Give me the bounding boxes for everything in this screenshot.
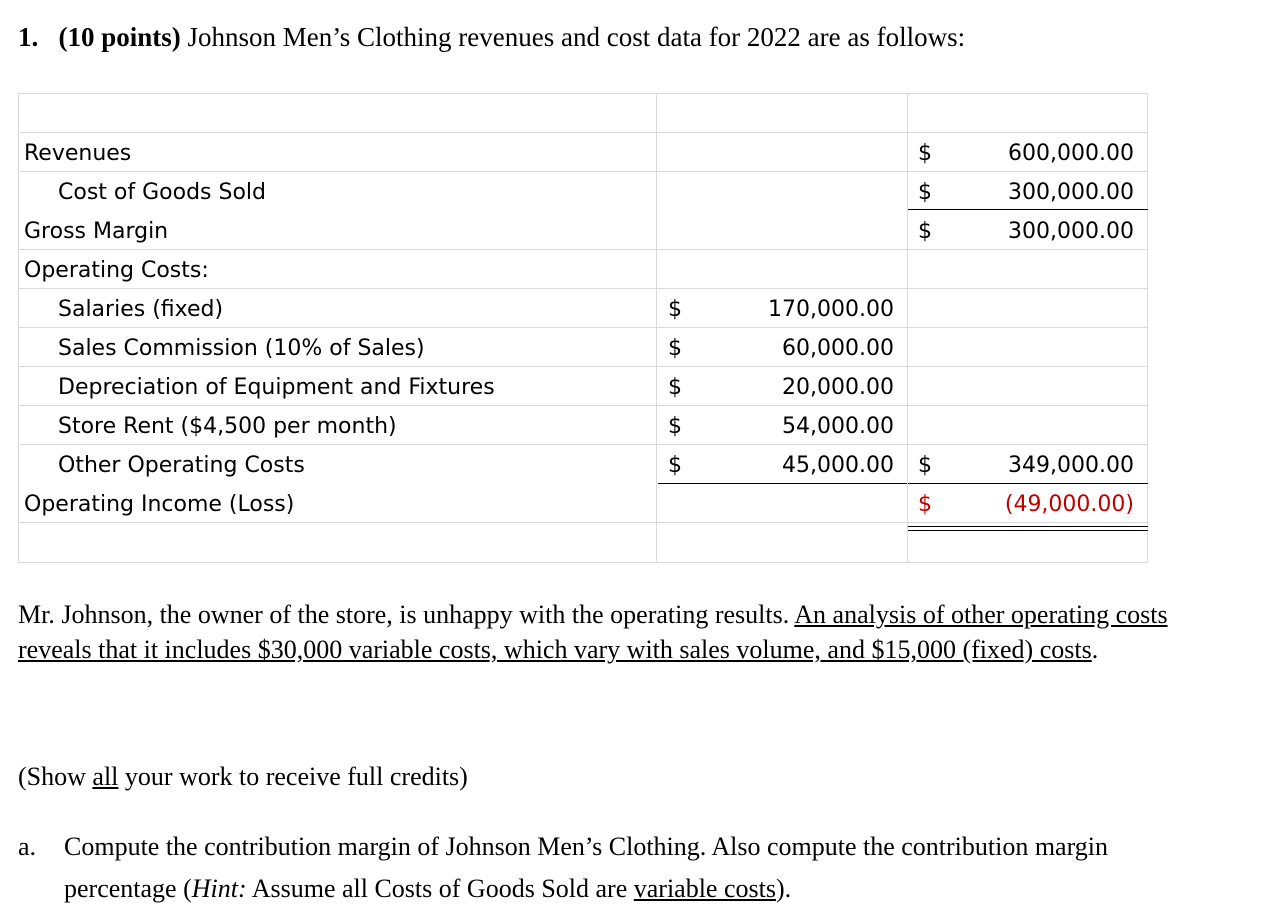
double-underline	[908, 530, 1148, 531]
row-label: Gross Margin	[24, 219, 169, 244]
row-label: Operating Costs:	[24, 258, 209, 283]
total-amount: 300,000.00	[1008, 219, 1134, 244]
currency-sign: $	[668, 414, 682, 439]
cost-table	[18, 93, 1148, 563]
part-a-text1: Compute the contribution margin of Johnson Men’s Clothing. Also compute the contribution margin percentage (	[64, 832, 1109, 903]
total-amount-negative: (49,000.00)	[1004, 492, 1134, 517]
detail-amount: 54,000.00	[782, 414, 894, 439]
note-underlined: all	[92, 762, 119, 791]
part-a-text3: ).	[775, 874, 792, 903]
grid-line	[907, 93, 908, 563]
note-after: your work to receive full credits)	[118, 762, 468, 791]
part-a	[18, 826, 1218, 910]
double-underline	[908, 526, 1148, 527]
currency-sign: $	[668, 336, 682, 361]
grid-line	[1147, 93, 1148, 563]
row-label: Sales Commission (10% of Sales)	[58, 336, 425, 361]
question-title: Johnson Men’s Clothing revenues and cost data for 2022 are as follows:	[187, 22, 966, 52]
part-a-letter: a.	[18, 832, 37, 861]
currency-sign: $	[668, 297, 682, 322]
part-a-underlined: variable costs	[633, 874, 776, 903]
row-label: Depreciation of Equipment and Fixtures	[58, 375, 495, 400]
question-number: 1.	[18, 22, 39, 52]
question-header	[18, 22, 965, 53]
detail-amount: 20,000.00	[782, 375, 894, 400]
detail-amount: 170,000.00	[768, 297, 894, 322]
currency-sign: $	[918, 492, 932, 517]
row-label: Revenues	[24, 141, 132, 166]
currency-sign: $	[918, 453, 932, 478]
row-label: Cost of Goods Sold	[58, 180, 266, 205]
total-amount: 349,000.00	[1008, 453, 1134, 478]
part-a-text2: Assume all Costs of Goods Sold are	[246, 874, 634, 903]
row-label: Salaries (fixed)	[58, 297, 224, 322]
total-amount: 300,000.00	[1008, 180, 1134, 205]
currency-sign: $	[918, 180, 932, 205]
currency-sign: $	[918, 141, 932, 166]
hint-label: Hint:	[191, 874, 247, 903]
grid-line	[656, 93, 657, 563]
detail-amount: 45,000.00	[782, 453, 894, 478]
work-note	[18, 762, 468, 792]
grid-line	[18, 562, 1148, 563]
intro-plain: Mr. Johnson, the owner of the store, is unhappy with the operating results.	[18, 600, 795, 629]
row-label: Other Operating Costs	[58, 453, 305, 478]
currency-sign: $	[668, 453, 682, 478]
row-label: Operating Income (Loss)	[24, 492, 295, 517]
currency-sign: $	[918, 219, 932, 244]
intro-underlined: An analysis of other operating costs reveals that it includes $30,000 variable costs, which vary with sales volume, and $15,000 (fixed) costs	[18, 600, 1168, 664]
row-label: Store Rent ($4,500 per month)	[58, 414, 397, 439]
detail-amount: 60,000.00	[782, 336, 894, 361]
note-before: (Show	[18, 762, 93, 791]
intro-paragraph	[18, 597, 1198, 667]
grid-line	[18, 93, 19, 563]
intro-end: .	[1091, 635, 1099, 664]
total-amount: 600,000.00	[1008, 141, 1134, 166]
part-a-text	[64, 826, 1218, 910]
grid-line	[18, 93, 1148, 94]
grid-line	[18, 132, 1148, 133]
question-points: (10 points)	[58, 22, 181, 52]
currency-sign: $	[668, 375, 682, 400]
